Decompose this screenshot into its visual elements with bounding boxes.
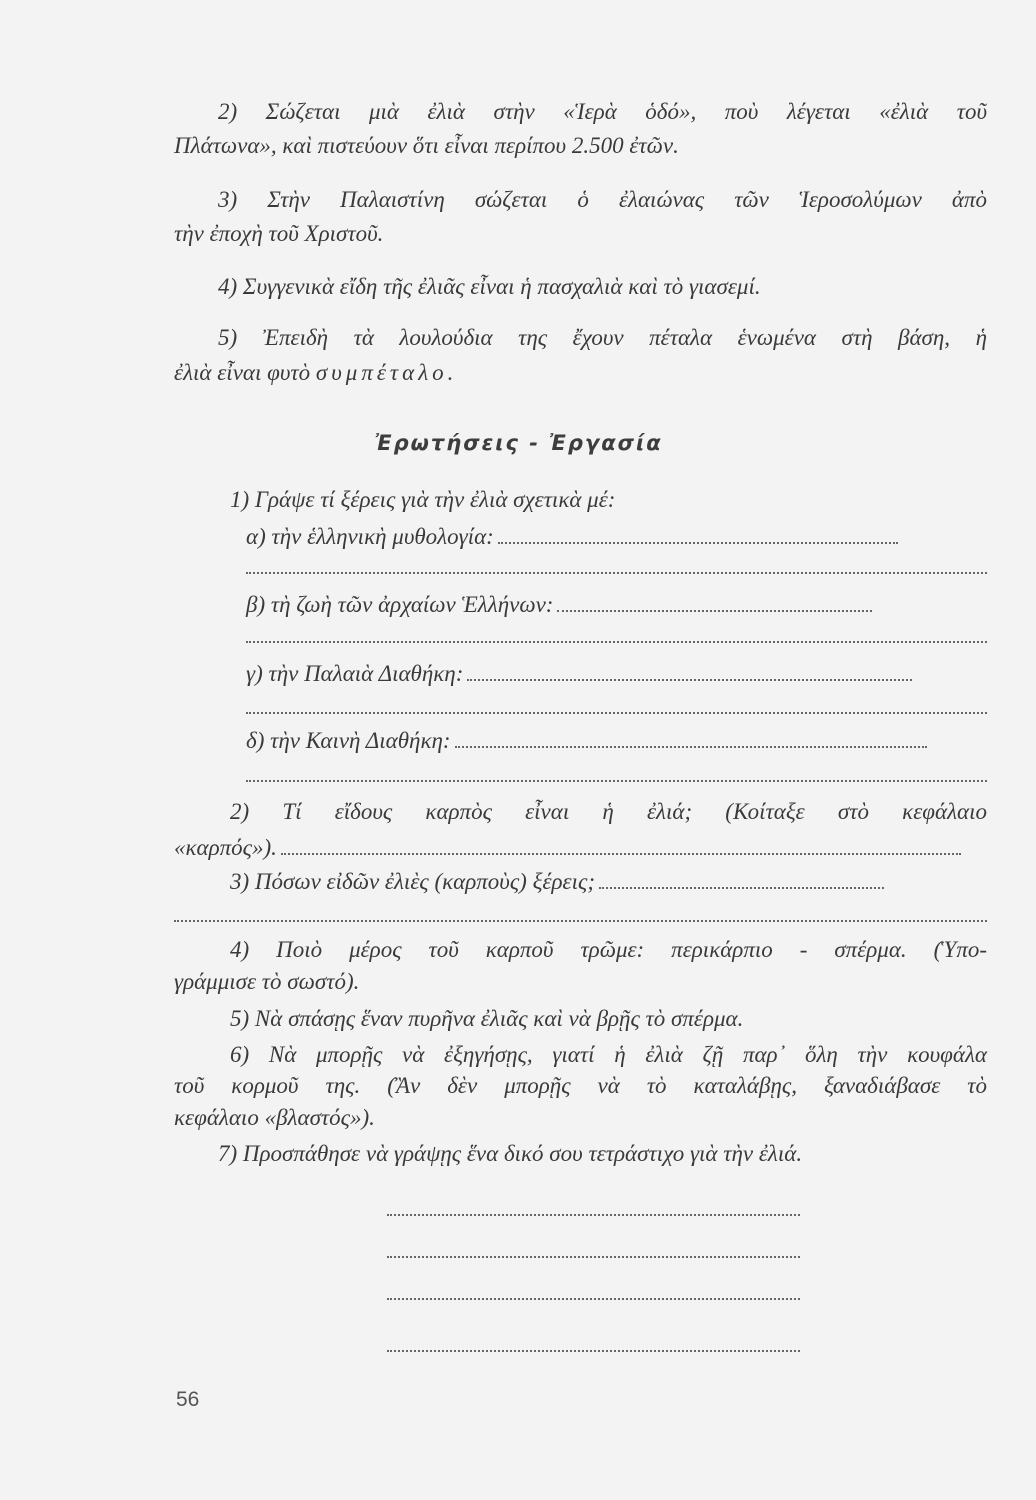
answer-line[interactable] [281,853,961,855]
question-1b-row [246,590,872,620]
question-1c-label: γ) τὴν Παλαιὰ Διαθήκη: [246,661,464,686]
paragraph-5-line-2 [174,358,457,388]
answer-line[interactable] [246,572,987,574]
poem-line[interactable] [387,1298,800,1300]
question-6-line-1: 6) Νὰ μπορῇς νὰ ἐξηγήσῃς, γιατί ἡ ἐλιὰ ζῇ παρ᾽ ὅλη τὴν κουφάλα [230,1042,987,1067]
answer-line[interactable] [467,679,912,681]
poem-line[interactable] [387,1256,800,1258]
section-heading: Ἐρωτήσεις - Ἐργασία [375,431,663,455]
question-1c-row [246,659,912,689]
answer-line[interactable] [557,610,872,612]
question-2-line-2 [174,833,961,863]
answer-line[interactable] [174,920,987,922]
question-6-line-3: κεφάλαιο «βλαστός»). [174,1105,375,1130]
poem-line[interactable] [387,1214,800,1216]
page-number: 56 [176,1388,200,1411]
question-1a-row [246,522,987,552]
emphasized-term: συμπέταλο. [315,360,458,385]
poem-line[interactable] [387,1350,800,1352]
paragraph-3-line-1: 3) Στὴν Παλαιστίνη σώζεται ὁ ἐλαιώνας τῶν Ἱεροσολύμων ἀπὸ [218,187,987,212]
question-1a-label: α) τὴν ἑλληνικὴ μυθολογία: [246,524,494,549]
paragraph-2-line-2: Πλάτωνα», καὶ πιστεύουν ὅτι εἶναι περίπου 2.500 ἐτῶν. [174,133,679,158]
question-1: 1) Γράψε τί ξέρεις γιὰ τὴν ἐλιὰ σχετικὰ μέ: [230,487,616,512]
question-2-text: «καρπός»). [174,835,277,860]
question-4-line-2: γράμμισε τὸ σωστό). [174,969,360,994]
paragraph-2-line-1: 2) Σώζεται μιὰ ἐλιὰ στὴν «Ἱερὰ ὁδό», ποὺ λέγεται «ἐλιὰ τοῦ [218,99,987,124]
question-7: 7) Προσπάθησε νὰ γράψῃς ἕνα δικό σου τετράστιχο γιὰ τὴν ἐλιά. [218,1141,803,1166]
question-2-line-1: 2) Τί εἴδους καρπὸς εἶναι ἡ ἐλιά; (Κοίταξε στὸ κεφάλαιο [230,799,987,824]
paragraph-5-text: ἐλιὰ εἶναι φυτὸ [174,360,316,385]
answer-line[interactable] [599,887,884,889]
question-3-text: 3) Πόσων εἰδῶν ἐλιὲς (καρποὺς) ξέρεις; [230,869,595,894]
paragraph-3-line-2: τὴν ἐποχὴ τοῦ Χριστοῦ. [174,221,384,246]
question-4-line-1: 4) Ποιὸ μέρος τοῦ καρποῦ τρῶμε: περικάρπιο - σπέρμα. (Ὑπο- [230,937,987,962]
answer-line[interactable] [498,542,898,544]
question-3-row [230,867,884,897]
paragraph-5-line-1: 5) Ἐπειδὴ τὰ λουλούδια της ἔχουν πέταλα ἑνωμένα στὴ βάση, ἡ [218,325,987,350]
question-1b-label: β) τὴ ζωὴ τῶν ἀρχαίων Ἑλλήνων: [246,592,554,617]
paragraph-4-line-1: 4) Συγγενικὰ εἴδη τῆς ἐλιᾶς εἶναι ἡ πασχαλιὰ καὶ τὸ γιασεμί. [218,274,761,299]
question-5: 5) Νὰ σπάσῃς ἕναν πυρῆνα ἐλιᾶς καὶ νὰ βρῇς τὸ σπέρμα. [230,1006,744,1031]
answer-line[interactable] [246,712,987,714]
question-1d-label: δ) τὴν Καινὴ Διαθήκη: [246,728,451,753]
question-6-line-2: τοῦ κορμοῦ της. (Ἂν δὲν μπορῇς νὰ τὸ καταλάβῃς, ξαναδιάβασε τὸ [174,1073,987,1098]
answer-line[interactable] [246,641,987,643]
question-1d-row [246,726,927,756]
answer-line[interactable] [246,780,987,782]
answer-line[interactable] [455,746,927,748]
